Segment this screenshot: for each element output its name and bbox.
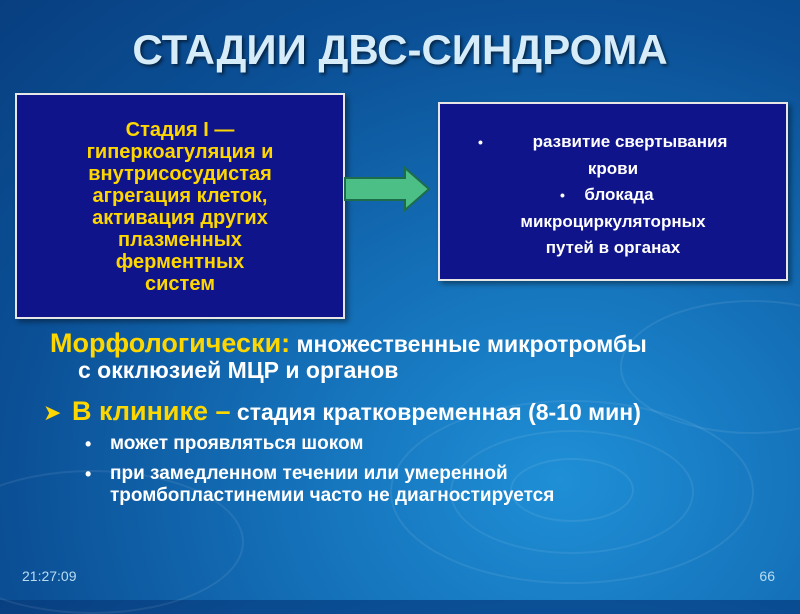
sub-item-line: тромбопластинемии часто не диагностируется [110, 485, 555, 506]
stage-line: внутрисосудистая [88, 163, 272, 185]
morphology-text [50, 330, 790, 383]
stage-line: плазменных [118, 229, 242, 251]
bullet-icon: • [478, 134, 483, 150]
slide-timestamp: 21:27:09 [22, 568, 77, 584]
clinic-text [43, 396, 800, 426]
sub-item-line: при замедленном течении или умеренной [110, 463, 508, 484]
right-arrow-icon [343, 166, 433, 216]
stage-box [15, 93, 345, 319]
morphology-line1: множественные микротромбы [290, 331, 647, 357]
morphology-line2: с окклюзией МЦР и органов [78, 357, 399, 383]
stage-description [17, 119, 343, 295]
effect-line: блокада [584, 185, 654, 204]
stage-line: систем [145, 273, 215, 295]
clinic-sub-item [85, 463, 790, 507]
stage-line: агрегация клеток, [92, 185, 268, 207]
effect-line: путей в органах [545, 238, 681, 257]
morphology-label: Морфологически: [50, 328, 291, 358]
effects-box [438, 102, 788, 281]
clinic-label: В клинике – [72, 396, 231, 426]
stage-line: ферментных [115, 251, 245, 273]
bullet-icon: • [560, 187, 565, 203]
bullet-icon: • [85, 434, 92, 454]
effect-line: развитие свертывания [532, 132, 728, 151]
effect-line: микроциркуляторных [520, 212, 706, 231]
clinic-sub-item [85, 433, 790, 455]
sub-item-line: может проявляться шоком [110, 433, 364, 454]
effect-line: крови [587, 159, 639, 178]
triangle-bullet-icon: ➤ [43, 400, 62, 425]
stage-line: активация других [92, 207, 268, 229]
slide-title: СТАДИИ ДВС-СИНДРОМА [132, 26, 668, 73]
bullet-icon: • [85, 464, 92, 484]
clinic-description: стадия кратковременная (8-10 мин) [230, 399, 641, 425]
slide-number: 66 [759, 568, 775, 584]
stage-line: гиперкоагуляция и [86, 141, 274, 163]
stage-line: Стадия I — [125, 119, 235, 141]
